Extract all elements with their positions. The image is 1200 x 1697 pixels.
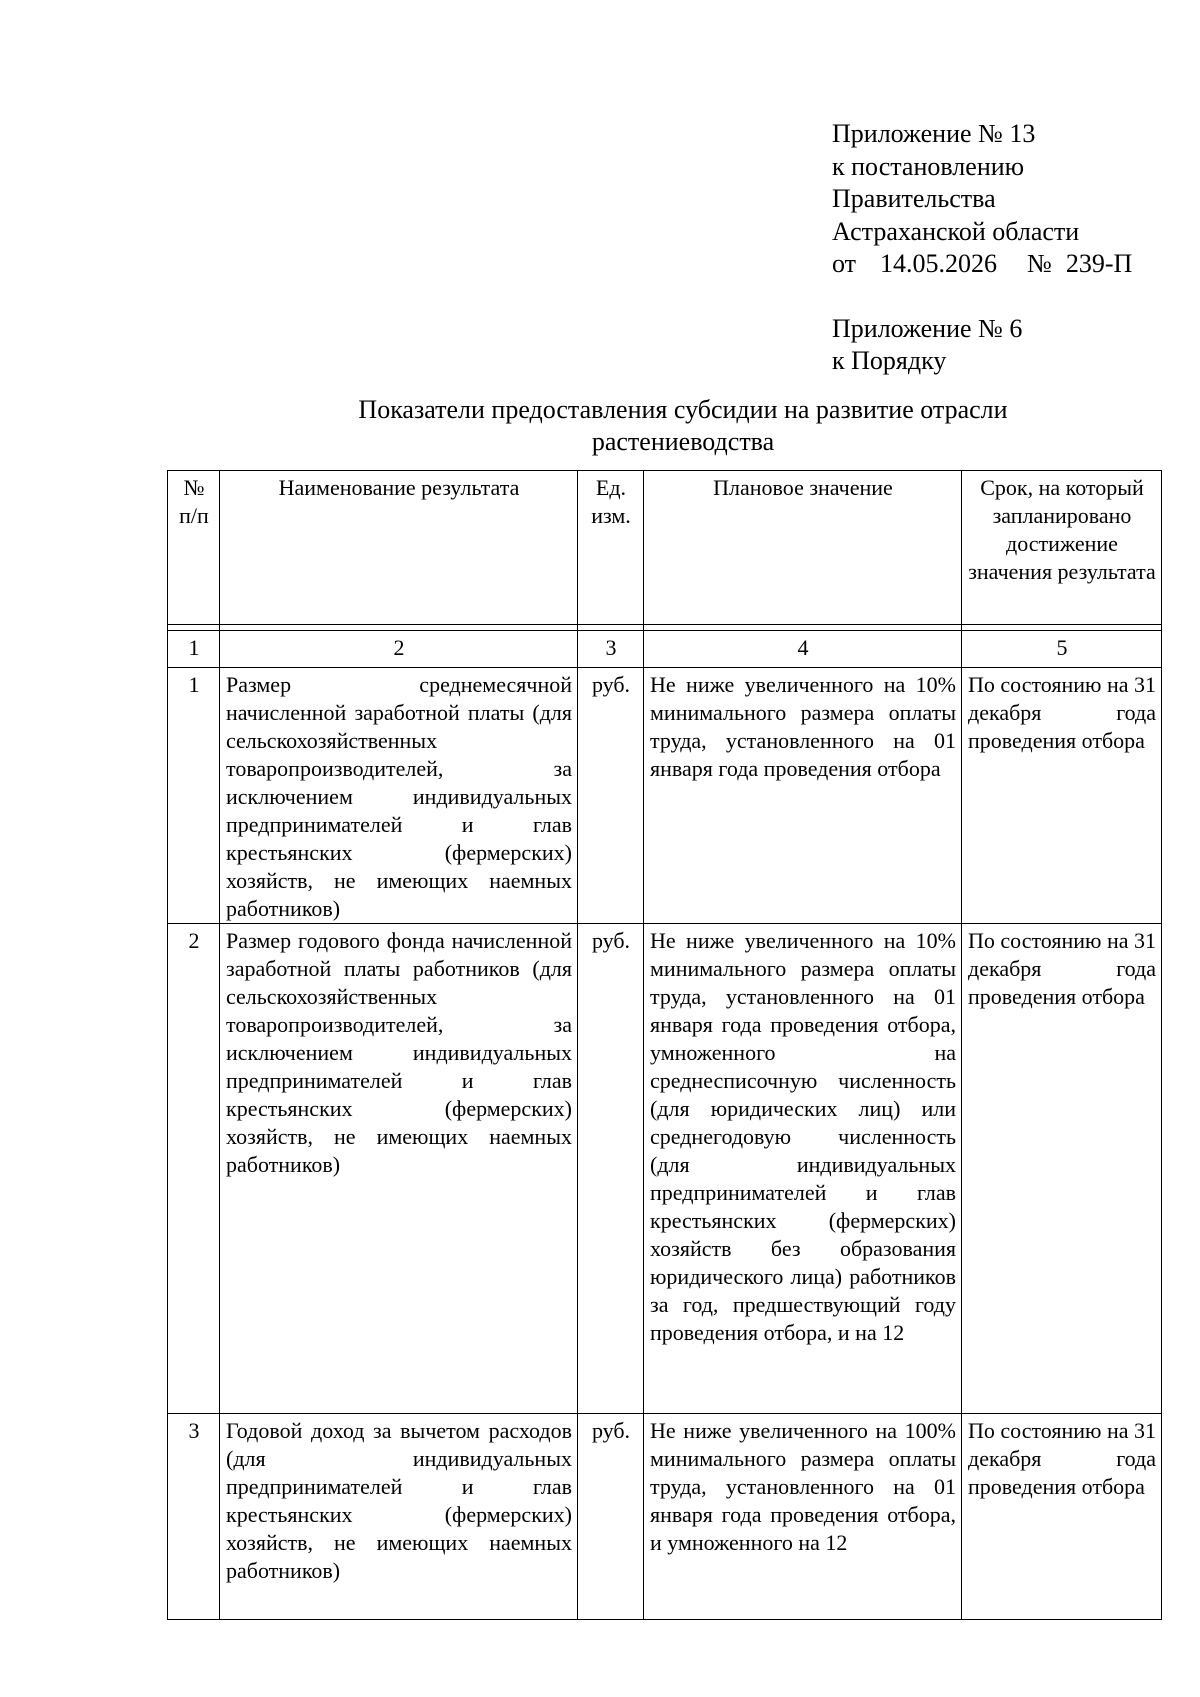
table-row xyxy=(168,1414,1162,1620)
planned-value: Не ниже увеличенного на 10% минимального размера оплаты труда, установленного на 01 января года проведения отбора xyxy=(644,668,962,924)
appendix-line: Приложение № 13 xyxy=(832,119,1036,148)
header-cell: Срок, на который запланировано достижение значения результата xyxy=(962,471,1162,625)
planned-value: Не ниже увеличенного на 10% минимального размера оплаты труда, установленного на 01 января года проведения отбора, умноженного на среднесписочную численность (для юридических лиц) или среднегодовую численность (для индивидуальных предпринимателей и глав крестьянских (фермерских) хозяйств без образования юридического лица) работников за год, предшествующий году проведения отбора, и на 12 xyxy=(644,924,962,1414)
row-number: 1 xyxy=(168,668,220,924)
unit: руб. xyxy=(578,668,644,924)
header-cell: № п/п xyxy=(168,471,220,625)
appendix-line: Астраханской области xyxy=(832,216,1080,246)
unit: руб. xyxy=(578,924,644,1414)
indicators-table xyxy=(167,470,1162,1620)
deadline: По состоянию на 31 декабря года проведения отбора xyxy=(962,1414,1162,1620)
appendix-block xyxy=(832,118,1132,378)
result-name: Годовой доход за вычетом расходов (для индивидуальных предпринимателей и глав крестьянских (фермерских) хозяйств, не имеющих наемных работников) xyxy=(220,1414,578,1620)
planned-value: Не ниже увеличенного на 100% минимального размера оплаты труда, установленного на 01 января года проведения отбора, и умноженного на 12 xyxy=(644,1414,962,1620)
appendix-line: Приложение № 6 xyxy=(832,313,1023,343)
header-cell: Плановое значение xyxy=(644,471,962,625)
column-number: 1 xyxy=(168,631,220,668)
resolution-number: 239-П xyxy=(1065,249,1133,278)
document-title xyxy=(170,394,1196,458)
column-number: 3 xyxy=(578,631,644,668)
row-number: 2 xyxy=(168,924,220,1414)
appendix-line: к Порядку xyxy=(832,346,947,375)
deadline: По состоянию на 31 декабря года проведения отбора xyxy=(962,924,1162,1414)
column-number-row xyxy=(168,631,1162,668)
resolution-date: 14.05.2026 xyxy=(880,249,998,278)
result-name: Размер годового фонда начисленной заработной платы работников (для сельскохозяйственных товаропроизводителей, за исключением индивидуальных предпринимателей и глав крестьянских (фермерских) хозяйств, не имеющих наемных работников) xyxy=(220,924,578,1414)
unit: руб. xyxy=(578,1414,644,1620)
column-number: 2 xyxy=(220,631,578,668)
header-cell: Наименование результата xyxy=(220,471,578,625)
column-number: 4 xyxy=(644,631,962,668)
appendix-line: к постановлению xyxy=(832,151,1025,181)
result-name: Размер среднемесячной начисленной заработной платы (для сельскохозяйственных товаропроизводителей, за исключением индивидуальных предпринимателей и глав крестьянских (фермерских) хозяйств, не имеющих наемных работников) xyxy=(220,668,578,924)
date-prefix: от xyxy=(832,249,857,278)
row-number: 3 xyxy=(168,1414,220,1620)
table-row xyxy=(168,668,1162,924)
title-line: растениеводства xyxy=(591,427,775,456)
table-row xyxy=(168,924,1162,1414)
resolution-date-line xyxy=(832,248,1132,281)
column-number: 5 xyxy=(962,631,1162,668)
deadline: По состоянию на 31 декабря года проведения отбора xyxy=(962,668,1162,924)
title-line: Показатели предоставления субсидии на развитие отрасли xyxy=(358,395,1008,424)
number-prefix: № xyxy=(1027,249,1052,278)
appendix-line: Правительства xyxy=(832,184,996,213)
table-header-row xyxy=(168,471,1162,625)
header-cell: Ед. изм. xyxy=(578,471,644,625)
